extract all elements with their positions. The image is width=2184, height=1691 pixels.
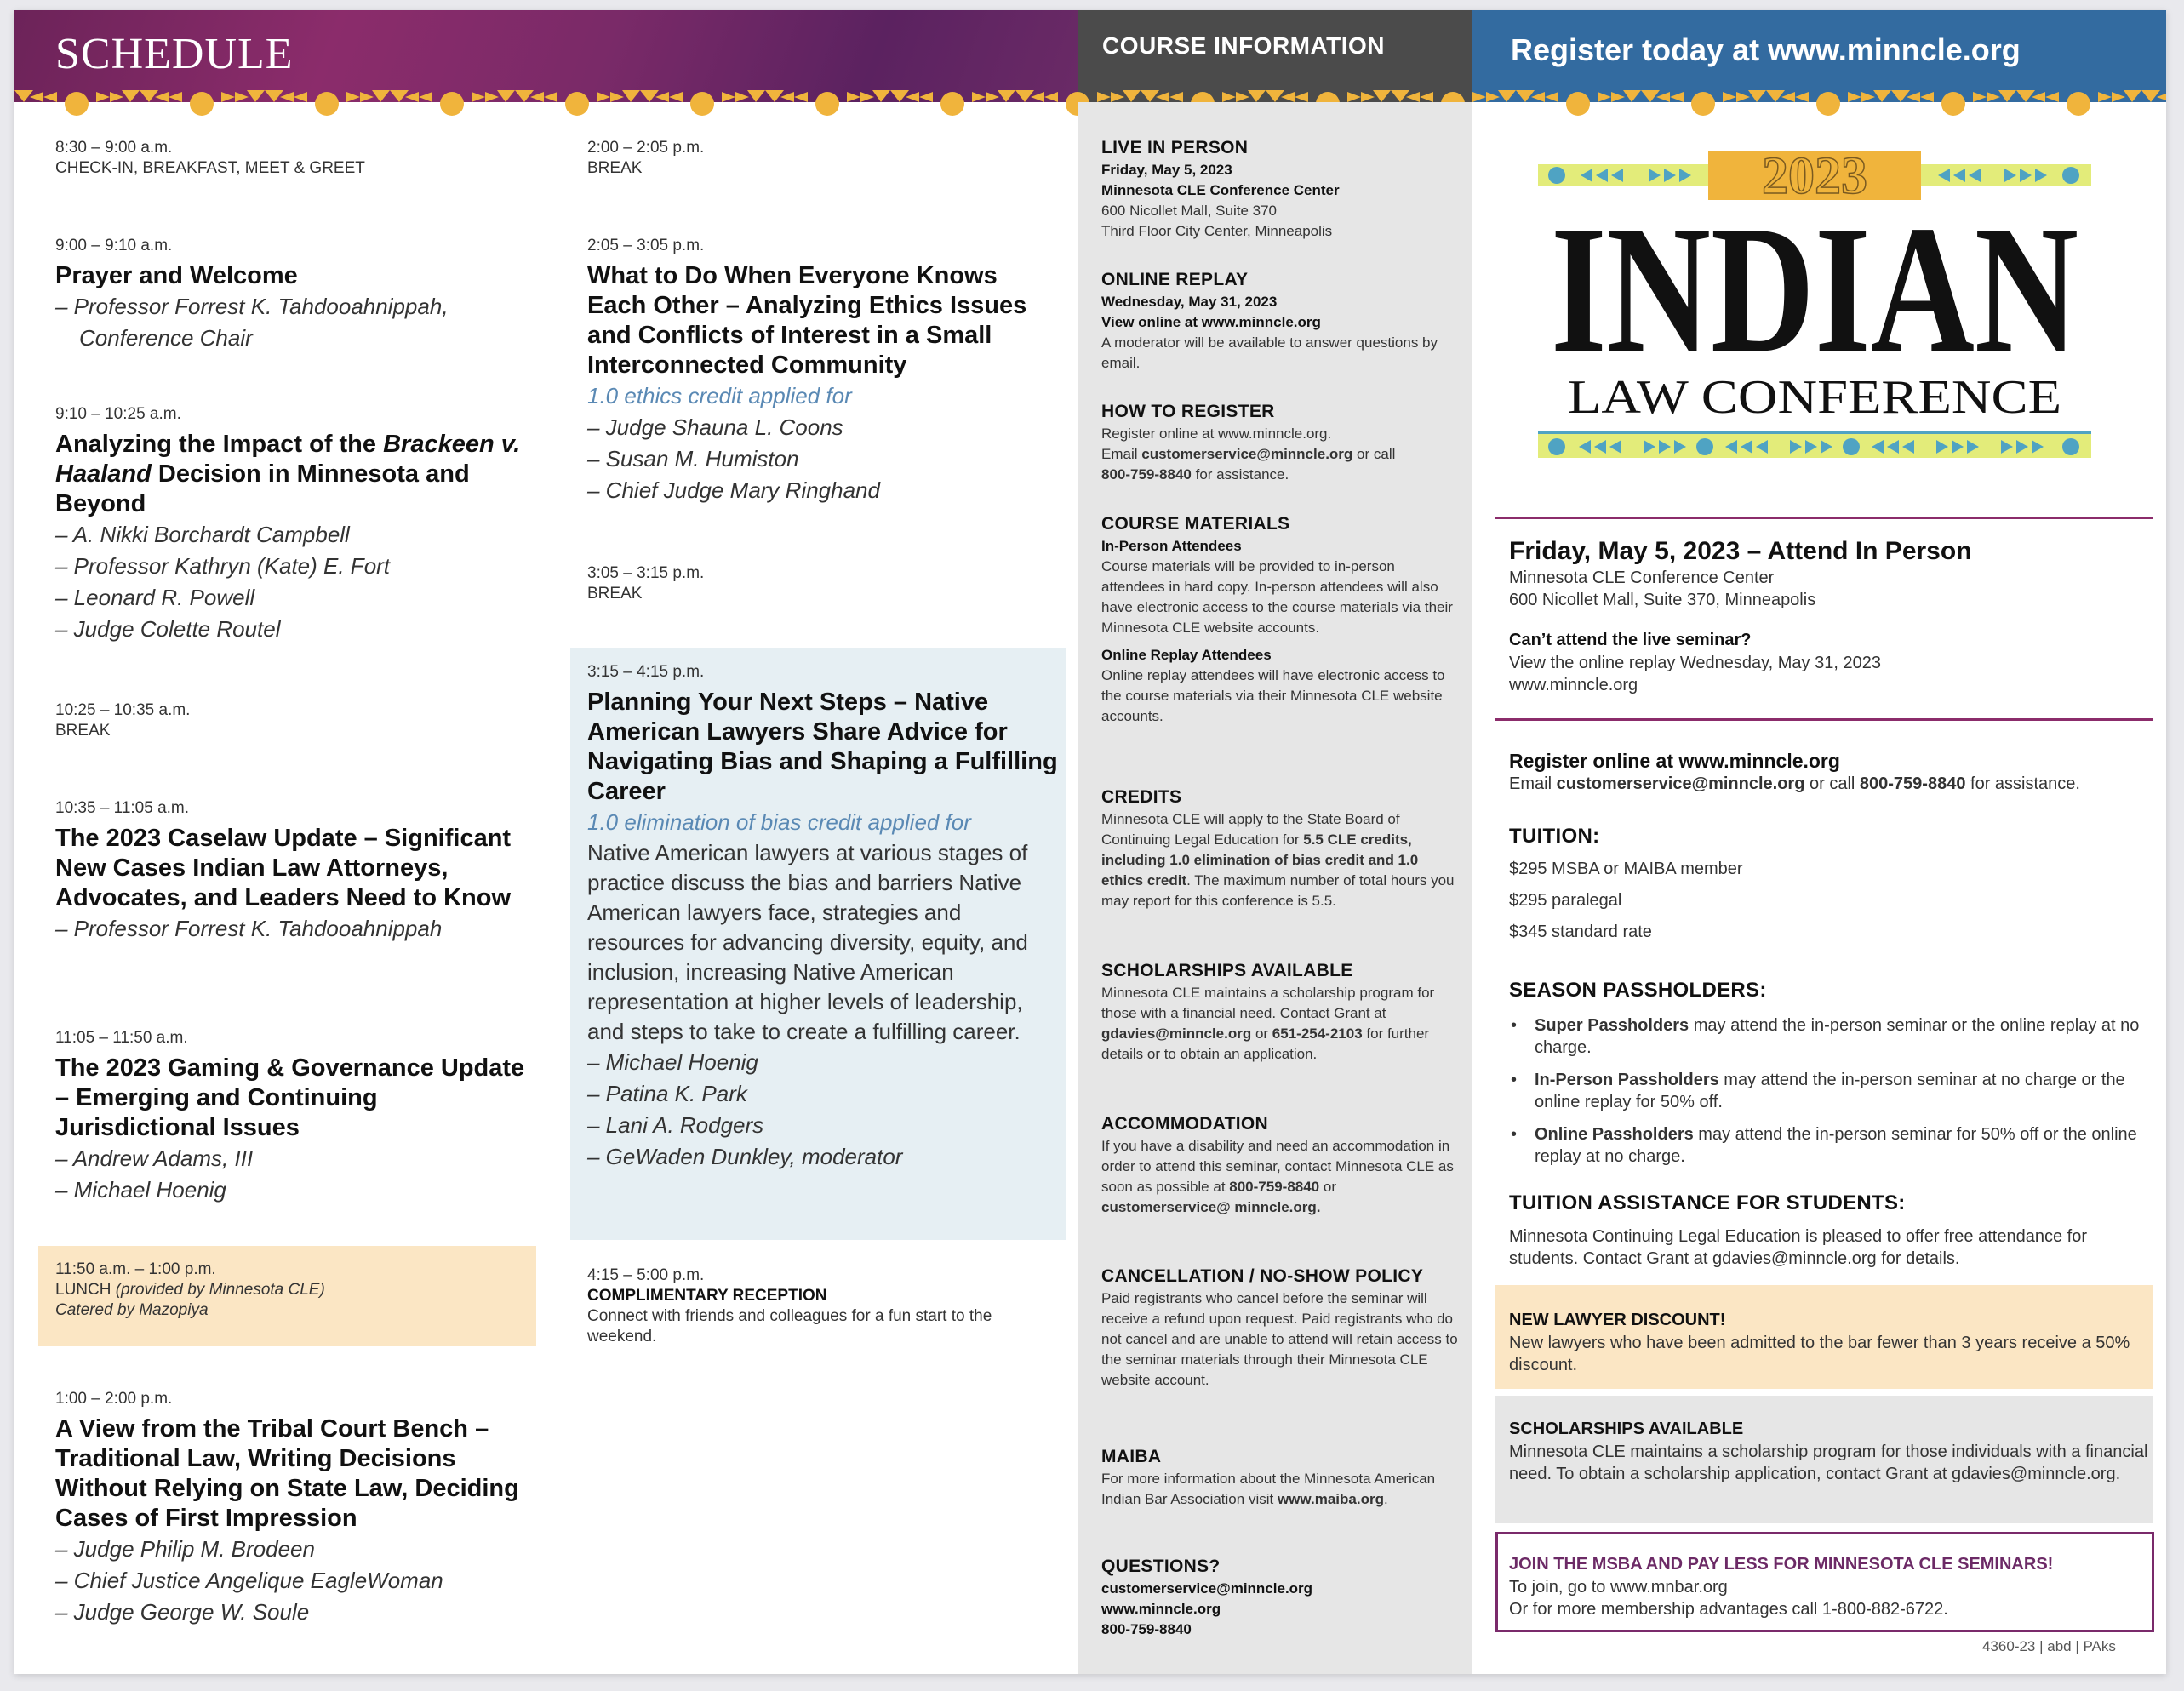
phone-link[interactable]: 800-759-8840: [1859, 774, 1966, 793]
section-heading: SCHOLARSHIPS AVAILABLE: [1101, 961, 1353, 980]
scholarship-text: Minnesota CLE maintains a scholarship program for those with a financial need. Contact Grant at gdavies@minncle.org or 651-254-2103 for further details or to obtain an application.: [1101, 985, 1435, 1062]
session-reception: [587, 1265, 1060, 1347]
section-heading: CANCELLATION / NO-SHOW POLICY: [1101, 1266, 1424, 1286]
session-title: The 2023 Gaming & Governance Update – Emerging and Continuing Jurisdictional Issues: [55, 1054, 525, 1141]
session-time: 2:05 – 3:05 p.m.: [587, 237, 705, 254]
website-link[interactable]: www.minncle.org: [1101, 1601, 1221, 1617]
speaker: – Susan M. Humiston: [587, 446, 799, 471]
replay-link[interactable]: View online at www.minncle.org: [1101, 314, 1321, 330]
cancellation-text: Paid registrants who cancel before the seminar will receive a refund upon request. Paid registrants who do not cancel and are unable to attend will retain access to the seminar materials through their Minnesota CLE website account.: [1101, 1290, 1458, 1388]
season-passholders: [1509, 977, 2156, 1178]
passholder-item: • Online Passholders may attend the in-person seminar for 50% off or the online replay at no charge.: [1509, 1123, 2156, 1168]
course-materials: [1101, 512, 1459, 727]
credit-note: 1.0 ethics credit applied for: [587, 383, 852, 408]
session-caselaw: [55, 798, 540, 945]
course-maiba: [1101, 1445, 1459, 1510]
session-description: Connect with friends and colleagues for a fun start to the weekend.: [587, 1307, 992, 1345]
credits-text: Minnesota CLE will apply to the State Board of Continuing Legal Education for 5.5 CLE credits, including 1.0 elimination of bias credit and 1.0 ethics credit. The maximum number of total hours you may report for this conference is 5.5.: [1101, 811, 1455, 909]
session-tribal-court: [55, 1389, 540, 1628]
session-description: Native American lawyers at various stages of practice discuss the bias and barriers Native American lawyers face, strategies and resources for advancing diversity, equity, and inclusion, increasing Native American representation at higher levels of leadership, and steps to take to create a fulfilling career.: [587, 840, 1028, 1044]
live-date: Friday, May 5, 2023: [1101, 162, 1232, 178]
phone-link[interactable]: 800-759-8840: [1101, 1621, 1192, 1637]
students-text: Minnesota Continuing Legal Education is pleased to offer free attendance for students. Contact Grant at gdavies@minncle.org for details.: [1509, 1227, 2087, 1268]
logo-subtitle: LAW CONFERENCE: [1568, 371, 2061, 424]
speaker: – Judge Philip M. Brodeen: [55, 1536, 315, 1562]
session-ethics: [587, 236, 1060, 506]
register-header: [1472, 10, 2166, 102]
email-link[interactable]: customerservice@minncle.org: [1141, 446, 1353, 462]
session-time: 1:00 – 2:00 p.m.: [55, 1390, 173, 1408]
materials-online-text: Online replay attendees will have electronic access to the course materials via their Minnesota CLE website accounts.: [1101, 667, 1445, 724]
session-time: 3:15 – 4:15 p.m.: [587, 663, 705, 681]
brochure-page: [14, 10, 2166, 1674]
course-scholarships: [1101, 959, 1459, 1065]
scholarship-text: Minnesota CLE maintains a scholarship program for those individuals with a financial need. To obtain a scholarship application, contact Grant at gdavies@minncle.org.: [1509, 1442, 2148, 1483]
maiba-link[interactable]: www.maiba.org: [1277, 1491, 1384, 1507]
session-title: A View from the Tribal Court Bench – Traditional Law, Writing Decisions Without Relying on State Law, Deciding Cases of First Impression: [55, 1415, 519, 1532]
session-time: 10:25 – 10:35 a.m.: [55, 701, 191, 719]
section-heading: ACCOMMODATION: [1101, 1114, 1268, 1134]
cant-attend-heading: Can’t attend the live seminar?: [1509, 631, 1752, 649]
register-title: Register today at www.minncle.org: [1511, 32, 2021, 67]
divider: [1495, 718, 2153, 721]
session-time: 9:10 – 10:25 a.m.: [55, 405, 181, 423]
tuition-heading: TUITION:: [1509, 825, 1600, 848]
session-title: BREAK: [55, 722, 111, 740]
speaker: – Leonard R. Powell: [55, 585, 255, 610]
course-replay: [1101, 268, 1459, 374]
section-heading: HOW TO REGISTER: [1101, 402, 1275, 421]
course-questions: [1101, 1555, 1459, 1640]
course-live: [1101, 136, 1459, 242]
register-online-text: Email customerservice@minncle.org or call 800-759-8840 for assistance.: [1509, 774, 2080, 793]
phone-link[interactable]: 800-759-8840: [1101, 466, 1192, 483]
students-heading: TUITION ASSISTANCE FOR STUDENTS:: [1509, 1191, 1906, 1214]
passholder-item: • Super Passholders may attend the in-person seminar or the online replay at no charge.: [1509, 1014, 2156, 1059]
speaker: – Professor Forrest K. Tahdooahnippah: [55, 916, 443, 941]
replay-note: A moderator will be available to answer questions by email.: [1101, 334, 1438, 371]
new-lawyer-heading: NEW LAWYER DISCOUNT!: [1509, 1311, 1726, 1329]
msba-join: To join, go to www.mnbar.org: [1509, 1578, 1728, 1597]
catered-by: Catered by Mazopiya: [55, 1301, 209, 1319]
course-cancellation: [1101, 1265, 1459, 1391]
subheading: In-Person Attendees: [1101, 538, 1242, 554]
session-break-3: [587, 563, 1060, 604]
new-lawyer-discount: [1509, 1308, 2156, 1376]
event-details: [1509, 536, 2156, 696]
course-accommodation: [1101, 1112, 1459, 1218]
session-gaming: [55, 1028, 540, 1206]
phone-link[interactable]: 651-254-2103: [1272, 1025, 1363, 1042]
section-heading: COURSE MATERIALS: [1101, 514, 1290, 534]
register-online-heading: Register online at www.minncle.org: [1509, 750, 1840, 772]
session-time: 2:00 – 2:05 p.m.: [587, 139, 705, 157]
event-venue: Minnesota CLE Conference Center: [1509, 568, 1775, 587]
speaker: – Judge George W. Soule: [55, 1599, 310, 1625]
section-heading: LIVE IN PERSON: [1101, 138, 1249, 157]
speaker: – Professor Kathryn (Kate) E. Fort: [55, 553, 391, 579]
speaker: – Chief Justice Angelique EagleWoman: [55, 1568, 443, 1593]
session-lunch: [55, 1260, 540, 1321]
speaker: – Judge Colette Routel: [55, 616, 281, 642]
live-address: 600 Nicollet Mall, Suite 370: [1101, 203, 1278, 219]
session-title: Planning Your Next Steps – Native American Lawyers Share Advice for Navigating Bias and Shaping a Fulfilling Career: [587, 688, 1058, 805]
register-email-line: Email customerservice@minncle.org or call: [1101, 446, 1396, 462]
credit-note: 1.0 elimination of bias credit applied for: [587, 809, 971, 835]
speaker: – Andrew Adams, III: [55, 1145, 254, 1171]
session-next-steps: [587, 662, 1060, 1173]
speaker: – GeWaden Dunkley, moderator: [587, 1144, 903, 1169]
session-title: CHECK-IN, BREAKFAST, MEET & GREET: [55, 159, 365, 177]
speaker: – Lani A. Rodgers: [587, 1112, 764, 1138]
session-time: 8:30 – 9:00 a.m.: [55, 139, 173, 157]
session-title: BREAK: [587, 585, 643, 603]
speaker: – Michael Hoenig: [587, 1049, 758, 1075]
schedule-header: [14, 10, 1078, 102]
logo-title: INDIAN: [1551, 187, 2078, 391]
print-code: 4360-23 | abd | PAks: [1982, 1638, 2116, 1654]
scholarships-available: [1509, 1417, 2156, 1485]
divider: [1495, 517, 2153, 519]
session-title: Analyzing the Impact of the Brackeen v. Haaland Decision in Minnesota and Beyond: [55, 431, 521, 517]
session-prayer: [55, 236, 540, 354]
tuition-item: $295 paralegal: [1509, 891, 1622, 910]
session-title: What to Do When Everyone Knows Each Other – Analyzing Ethics Issues and Conflicts of Interest in a Small Interconnected Community: [587, 262, 1027, 379]
tuition-item: $345 standard rate: [1509, 923, 1652, 941]
session-time: 9:00 – 9:10 a.m.: [55, 237, 173, 254]
session-time: 4:15 – 5:00 p.m.: [587, 1266, 705, 1284]
website-link[interactable]: www.minncle.org: [1509, 676, 1638, 694]
section-heading: MAIBA: [1101, 1447, 1162, 1466]
session-time: 10:35 – 11:05 a.m.: [55, 799, 190, 817]
schedule-title: SCHEDULE: [55, 30, 294, 78]
section-heading: ONLINE REPLAY: [1101, 270, 1249, 289]
maiba-text: For more information about the Minnesota American Indian Bar Association visit www.maiba.org.: [1101, 1471, 1436, 1507]
logo-year: 2023: [1762, 147, 1867, 205]
conference-logo: [1538, 142, 2117, 500]
course-credits: [1101, 786, 1459, 911]
course-info-header: [1078, 10, 1472, 102]
live-floor: Third Floor City Center, Minneapolis: [1101, 223, 1333, 239]
speaker: – Judge Shauna L. Coons: [587, 414, 843, 440]
session-title: LUNCH (provided by Minnesota CLE): [55, 1281, 325, 1299]
msba-call: Or for more membership advantages call 1-800-882-6722.: [1509, 1600, 1948, 1619]
materials-inperson-text: Course materials will be provided to in-person attendees in hard copy. In-person attendees will also have electronic access to the course materials via their Minnesota CLE website accounts.: [1101, 558, 1453, 636]
speaker: – Patina K. Park: [587, 1081, 747, 1106]
accommodation-text: If you have a disability and need an accommodation in order to attend this seminar, contact Minnesota CLE as soon as possible at 800-759-8840 or customerservice@ minncle.org.: [1101, 1138, 1454, 1215]
session-brackeen: [55, 404, 540, 645]
register-text: Register online at www.minncle.org.: [1101, 426, 1332, 442]
student-assistance: [1509, 1190, 2156, 1270]
live-venue: Minnesota CLE Conference Center: [1101, 182, 1340, 198]
session-title: The 2023 Caselaw Update – Significant New Cases Indian Law Attorneys, Advocates, and Leaders Need to Know: [55, 825, 512, 911]
replay-info: View the online replay Wednesday, May 31, 2023: [1509, 654, 1881, 672]
email-link[interactable]: customerservice@minncle.org: [1101, 1580, 1313, 1597]
session-title: Prayer and Welcome: [55, 262, 298, 289]
section-heading: QUESTIONS?: [1101, 1557, 1221, 1576]
session-title: COMPLIMENTARY RECEPTION: [587, 1287, 827, 1305]
session-title: BREAK: [587, 159, 643, 177]
tuition-item: $295 MSBA or MAIBA member: [1509, 860, 1743, 878]
session-break: [55, 700, 540, 741]
session-checkin: [55, 138, 540, 179]
phone-link[interactable]: 800-759-8840: [1229, 1179, 1320, 1195]
tuition: [1509, 823, 2156, 948]
email-link[interactable]: gdavies@minncle.org: [1101, 1025, 1252, 1042]
new-lawyer-text: New lawyers who have been admitted to the bar fewer than 3 years receive a 50% discount.: [1509, 1334, 2130, 1374]
msba-promo: [1509, 1552, 2156, 1620]
email-link[interactable]: customerservice@minncle.org: [1556, 774, 1805, 793]
course-info-title: COURSE INFORMATION: [1102, 32, 1386, 59]
speaker: – Michael Hoenig: [55, 1177, 226, 1203]
event-address: 600 Nicollet Mall, Suite 370, Minneapolis: [1509, 591, 1816, 609]
register-online: [1509, 749, 2156, 795]
session-time: 11:05 – 11:50 a.m.: [55, 1029, 188, 1047]
course-register: [1101, 400, 1459, 485]
register-phone-line: 800-759-8840 for assistance.: [1101, 466, 1289, 483]
passholders-heading: SEASON PASSHOLDERS:: [1509, 979, 1767, 1002]
speaker: – Professor Forrest K. Tahdooahnippah,: [55, 294, 449, 319]
session-time: 3:05 – 3:15 p.m.: [587, 564, 705, 582]
replay-date: Wednesday, May 31, 2023: [1101, 294, 1278, 310]
scholarship-heading: SCHOLARSHIPS AVAILABLE: [1509, 1420, 1744, 1438]
section-heading: CREDITS: [1101, 787, 1182, 807]
event-date-heading: Friday, May 5, 2023 – Attend In Person: [1509, 537, 1972, 565]
passholder-item: • In-Person Passholders may attend the in-person seminar at no charge or the online replay for 50% off.: [1509, 1069, 2156, 1113]
msba-heading: JOIN THE MSBA AND PAY LESS FOR MINNESOTA CLE SEMINARS!: [1509, 1555, 2054, 1574]
speaker: – Chief Judge Mary Ringhand: [587, 477, 880, 503]
session-break-2: [587, 138, 1060, 179]
email-link[interactable]: customerservice@ minncle.org.: [1101, 1199, 1321, 1215]
session-time: 11:50 a.m. – 1:00 p.m.: [55, 1260, 216, 1278]
speaker: – A. Nikki Borchardt Campbell: [55, 522, 350, 547]
speaker-role: Conference Chair: [79, 325, 253, 351]
subheading: Online Replay Attendees: [1101, 647, 1272, 663]
